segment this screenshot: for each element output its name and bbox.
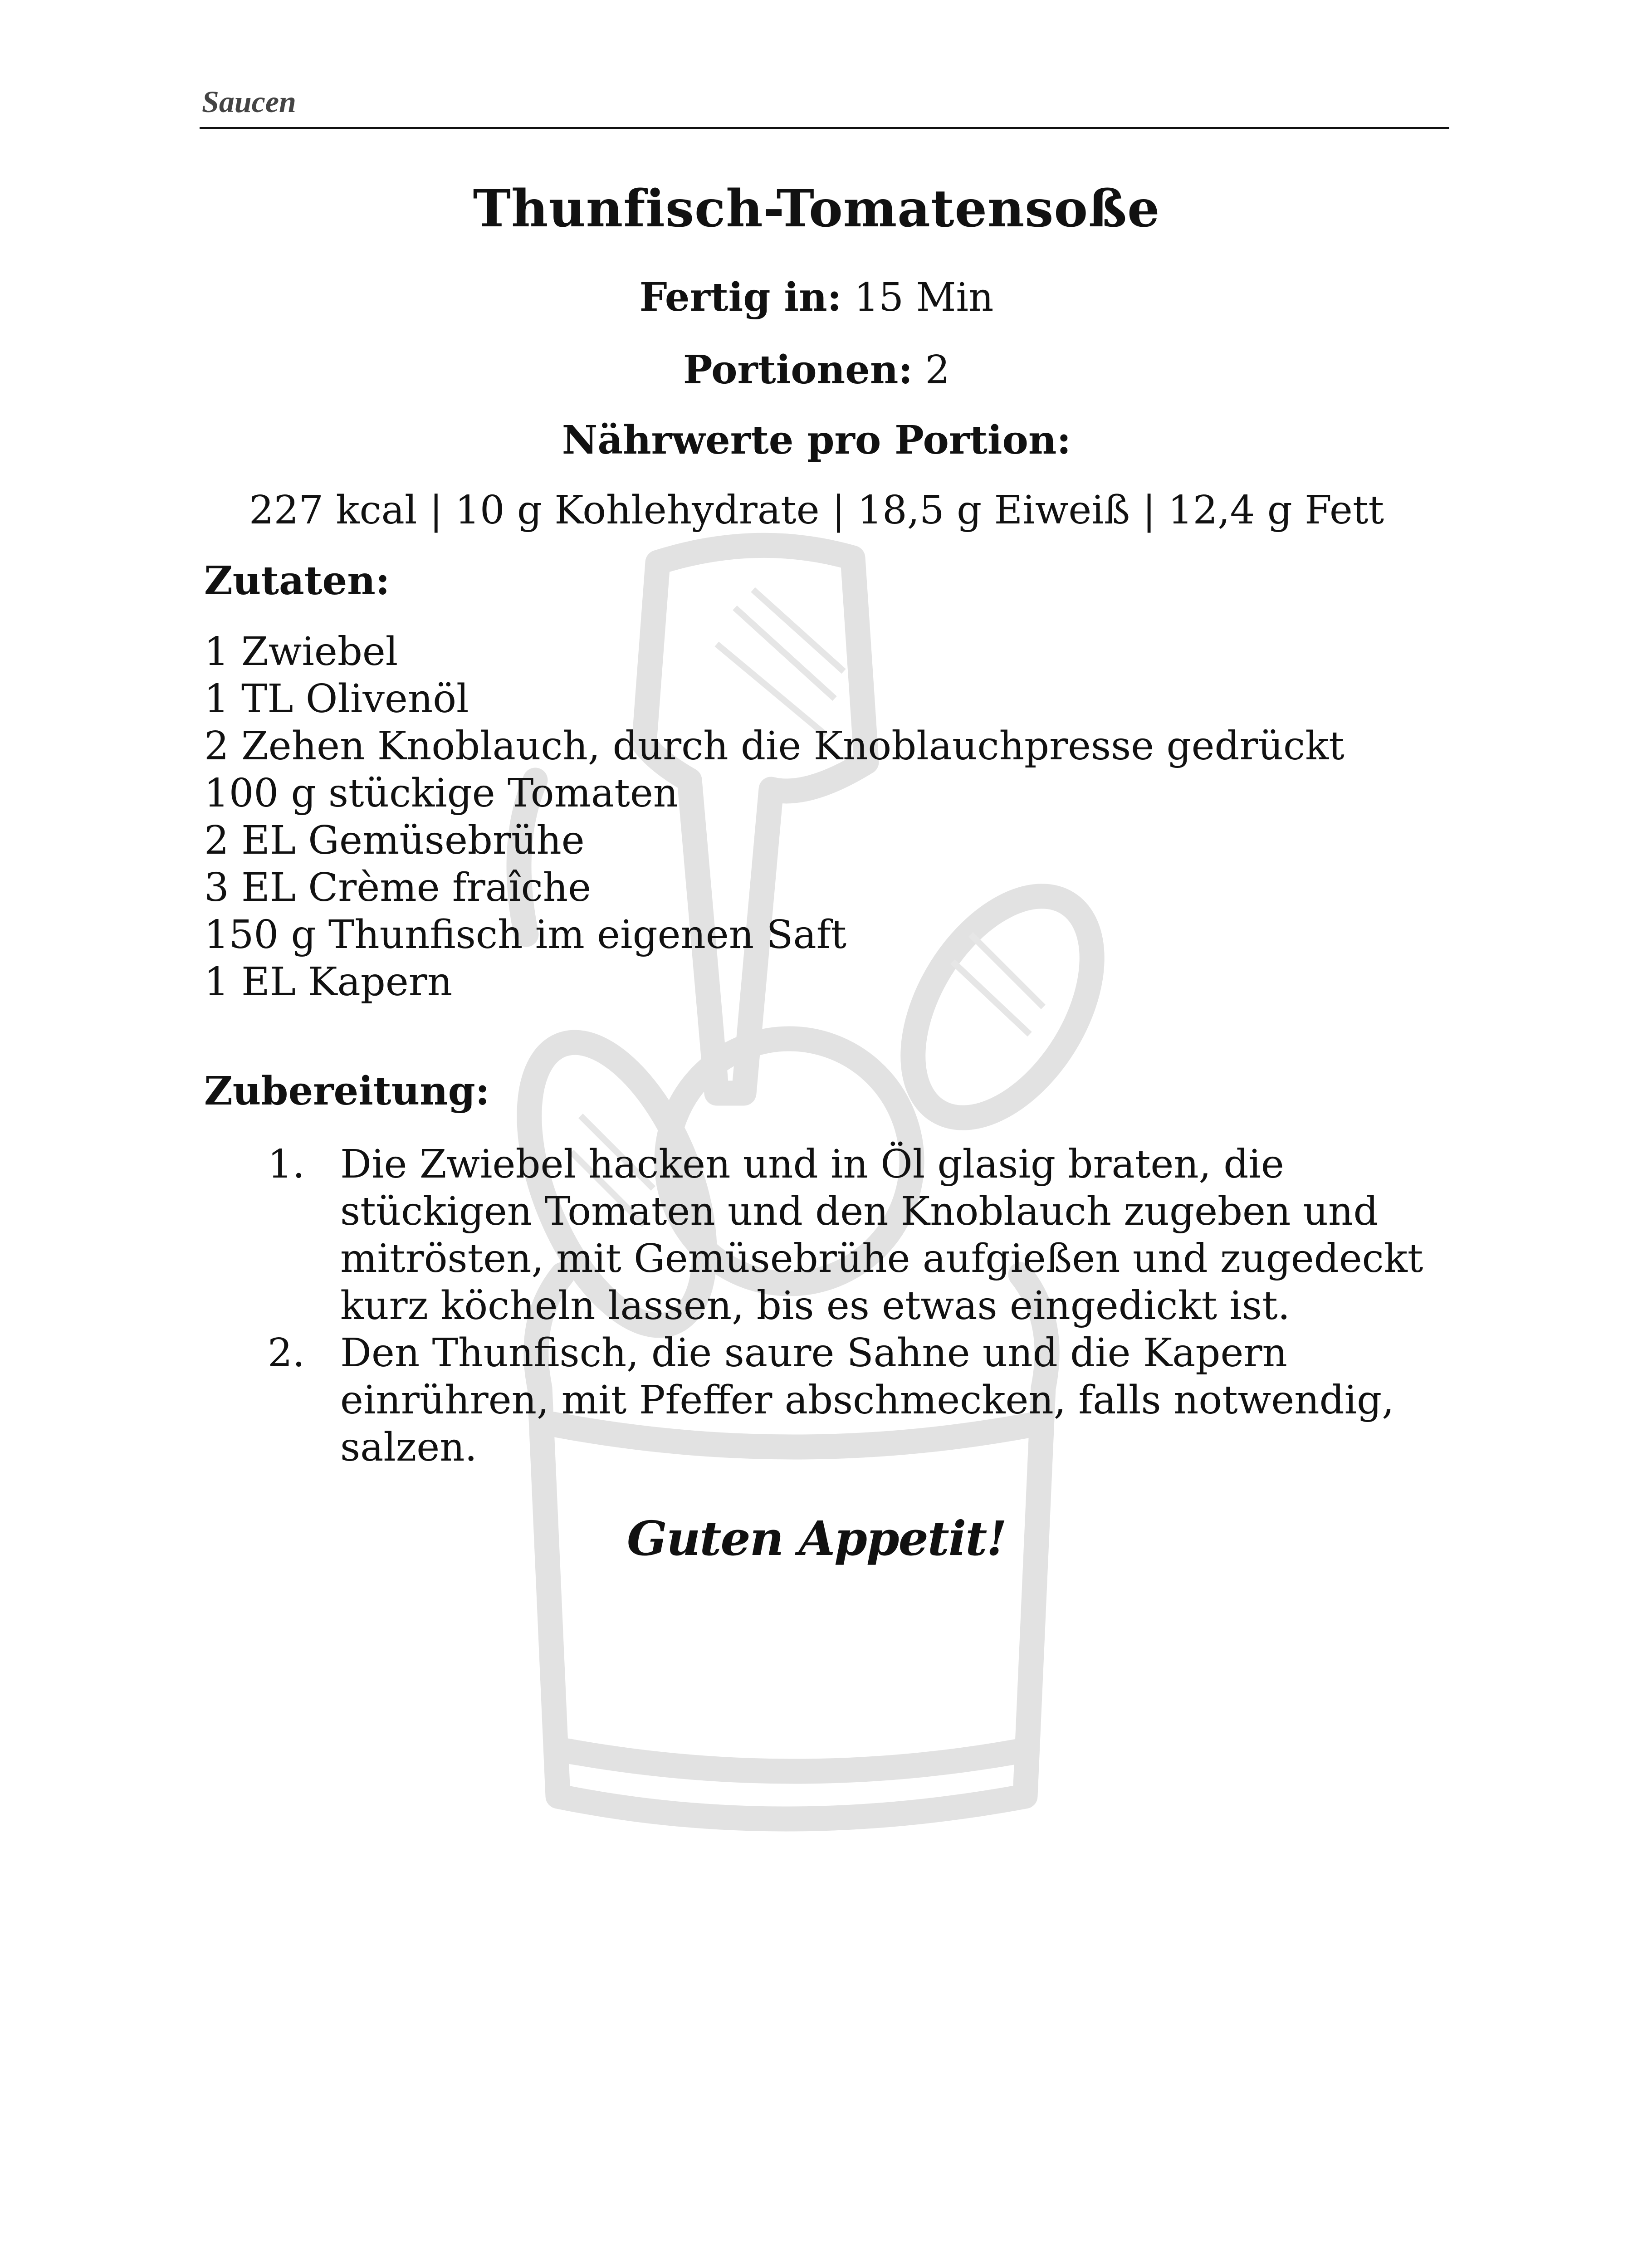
step-text: Die Zwiebel hacken und in Öl glasig braten, die stückigen Tomaten und den Knoblauch zugeben und mitrösten, mit Gemüsebrühe aufgießen und zugedeckt kurz köcheln lassen, bis es etwas eingedickt ist. xyxy=(340,1142,1423,1329)
ready-time-label: Fertig in: xyxy=(639,274,842,320)
header-divider xyxy=(200,127,1449,129)
ingredient-item: 2 EL Gemüsebrühe xyxy=(204,818,585,863)
section-header: Saucen xyxy=(202,84,296,119)
closing-greeting: Guten Appetit! xyxy=(627,1510,1006,1566)
step-item xyxy=(268,1141,1470,1330)
ready-time-value: 15 Min xyxy=(854,275,994,320)
ingredient-item: 1 TL Olivenöl xyxy=(204,676,469,722)
nutrition-values: 227 kcal | 10 g Kohlehydrate | 18,5 g Eiweiß | 12,4 g Fett xyxy=(249,488,1384,533)
steps-heading: Zubereitung: xyxy=(204,1068,490,1114)
recipe-title: Thunfisch-Tomatensoße xyxy=(473,179,1160,239)
servings-line xyxy=(0,347,1633,393)
ingredient-item: 1 Zwiebel xyxy=(204,629,398,675)
servings-value: 2 xyxy=(925,347,950,393)
step-item xyxy=(268,1330,1470,1471)
ingredients-heading: Zutaten: xyxy=(204,558,390,604)
ingredient-item: 150 g Thunfisch im eigenen Saft xyxy=(204,912,847,958)
step-number: 2. xyxy=(268,1330,305,1376)
ingredient-item: 2 Zehen Knoblauch, durch die Knoblauchpresse gedrückt xyxy=(204,723,1345,769)
steps-list xyxy=(268,1141,1470,1471)
nutrition-heading: Nährwerte pro Portion: xyxy=(562,417,1071,463)
ingredient-item: 3 EL Crème fraîche xyxy=(204,865,592,910)
ingredients-list xyxy=(204,628,1345,1006)
ready-time-line xyxy=(0,274,1633,320)
servings-label: Portionen: xyxy=(683,347,913,393)
step-number: 1. xyxy=(268,1142,305,1187)
step-text: Den Thunfisch, die saure Sahne und die Kapern einrühren, mit Pfeffer abschmecken, falls notwendig, salzen. xyxy=(340,1330,1394,1470)
ingredient-item: 100 g stückige Tomaten xyxy=(204,771,679,816)
ingredient-item: 1 EL Kapern xyxy=(204,959,453,1005)
